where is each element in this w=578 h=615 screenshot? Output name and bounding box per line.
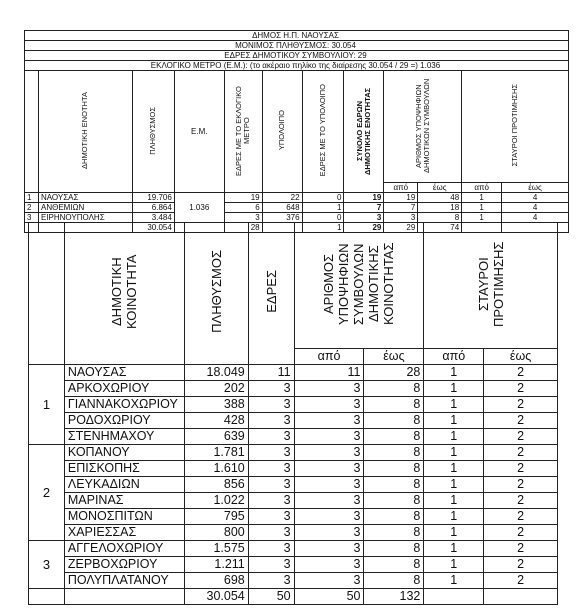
unit-name: ΕΙΡΗΝΟΥΠΟΛΗΣ xyxy=(38,213,132,223)
unit-number: 3 xyxy=(29,541,65,589)
crosses-to-value: 2 xyxy=(484,381,558,397)
candidates-from-value: 3 xyxy=(294,573,364,589)
seats-value: 3 xyxy=(248,445,294,461)
seats-meter-value: 6 xyxy=(224,203,262,213)
population-value: 1.022 xyxy=(184,493,248,509)
candidates-to-value: 8 xyxy=(364,429,424,445)
seats-value: 3 xyxy=(248,381,294,397)
crosses-from-value: 1 xyxy=(424,397,484,413)
population-value: 6.864 xyxy=(132,203,174,213)
community-row xyxy=(29,381,558,397)
total-seats: 29 xyxy=(344,223,384,233)
community-name: ΑΓΓΕΛΟΧΩΡΙΟΥ xyxy=(64,541,184,557)
crosses-from-value: 1 xyxy=(424,573,484,589)
seats-value: 3 xyxy=(248,509,294,525)
total-candidates-to: 132 xyxy=(364,589,424,605)
seats-remainder-value: 0 xyxy=(302,193,344,203)
candidates-from-value: 3 xyxy=(294,461,364,477)
remainder-value: 376 xyxy=(262,213,302,223)
population-value: 18.049 xyxy=(184,365,248,381)
community-name: ΕΠΙΣΚΟΠΗΣ xyxy=(64,461,184,477)
candidates-from-value: 7 xyxy=(384,203,418,213)
crosses-to-value: 2 xyxy=(484,477,558,493)
unit-row xyxy=(25,213,569,223)
crosses-to-value: 2 xyxy=(484,413,558,429)
population-value: 3.484 xyxy=(132,213,174,223)
header-seats-meter: ΕΔΡΕΣ ΜΕ ΤΟ ΕΚΛΟΓΙΚΟ ΜΕΤΡΟ xyxy=(224,71,262,193)
crosses-to-value: 2 xyxy=(484,541,558,557)
community-row xyxy=(29,445,558,461)
candidates-to-value: 48 xyxy=(418,193,462,203)
crosses-from-value: 1 xyxy=(424,461,484,477)
header-em: Ε.Μ. xyxy=(174,71,224,193)
seats-value: 3 xyxy=(248,557,294,573)
crosses-to-value: 2 xyxy=(484,397,558,413)
crosses-to-value: 2 xyxy=(484,445,558,461)
total-seats-remainder: 1 xyxy=(302,223,344,233)
population-value: 428 xyxy=(184,413,248,429)
crosses-to-value: 2 xyxy=(484,525,558,541)
community-row xyxy=(29,429,558,445)
crosses-to-value: 4 xyxy=(502,193,569,203)
candidates-from-value: 3 xyxy=(294,413,364,429)
candidates-from-value: 3 xyxy=(294,541,364,557)
unit-name: ΝΑΟΥΣΑΣ xyxy=(38,193,132,203)
header-crosses-to: έως xyxy=(484,349,558,365)
community-row xyxy=(29,397,558,413)
crosses-from-value: 1 xyxy=(424,509,484,525)
population-value: 19.706 xyxy=(132,193,174,203)
unit-number: 2 xyxy=(29,445,65,541)
crosses-from-value: 1 xyxy=(424,429,484,445)
candidates-to-value: 8 xyxy=(364,477,424,493)
crosses-to-value: 2 xyxy=(484,573,558,589)
crosses-from-value: 1 xyxy=(462,193,502,203)
community-name: ΚΟΠΑΝΟΥ xyxy=(64,445,184,461)
candidates-from-value: 3 xyxy=(294,509,364,525)
population-value: 202 xyxy=(184,381,248,397)
community-name: ΝΑΟΥΣΑΣ xyxy=(64,365,184,381)
bottom-totals-row xyxy=(29,589,558,605)
crosses-from-value: 1 xyxy=(424,413,484,429)
candidates-to-value: 8 xyxy=(364,573,424,589)
seats-meter-value: 3 xyxy=(224,213,262,223)
electoral-meter-line: ΕΚΛΟΓΙΚΟ ΜΕΤΡΟ (Ε.Μ.): (το ακέραιο πηλίκο της διαίρεσης 30.054 / 29 =) 1.036 xyxy=(25,61,569,71)
header-total-seats: ΣΥΝΟΛΟ ΕΔΡΩΝ ΔΗΜΟΤΙΚΗΣ ΕΝΟΤΗΤΑΣ xyxy=(344,71,384,193)
crosses-to-value: 2 xyxy=(484,509,558,525)
total-seats-meter: 28 xyxy=(224,223,262,233)
total-seats: 50 xyxy=(248,589,294,605)
total-seats-value: 19 xyxy=(344,193,384,203)
candidates-to-value: 8 xyxy=(364,493,424,509)
header-candidates-to: έως xyxy=(364,349,424,365)
community-name: ΣΤΕΝΗΜΑΧΟΥ xyxy=(64,429,184,445)
header-population: ΠΛΗΘΥΣΜΟΣ xyxy=(132,71,174,193)
crosses-from-value: 1 xyxy=(424,525,484,541)
header-candidates-from: από xyxy=(294,349,364,365)
crosses-to-value: 2 xyxy=(484,557,558,573)
crosses-to-value: 2 xyxy=(484,429,558,445)
total-seats-value: 7 xyxy=(344,203,384,213)
candidates-to-value: 8 xyxy=(364,557,424,573)
population-value: 1.781 xyxy=(184,445,248,461)
community-name: ΜΟΝΟΣΠΙΤΩΝ xyxy=(64,509,184,525)
community-row xyxy=(29,541,558,557)
community-row xyxy=(29,557,558,573)
crosses-from-value: 1 xyxy=(424,445,484,461)
header-candidates: ΑΡΙΘΜΟΣ ΥΠΟΨΗΦΙΩΝ ΣΥΜΒΟΥΛΩΝ ΔΗΜΟΤΙΚΗΣ ΚΟΙΝΟΤΗΤΑΣ xyxy=(294,223,424,349)
crosses-from-value: 1 xyxy=(462,213,502,223)
community-name: ΜΑΡΙΝΑΣ xyxy=(64,493,184,509)
population-value: 1.575 xyxy=(184,541,248,557)
seats-value: 3 xyxy=(248,397,294,413)
candidates-to-value: 28 xyxy=(364,365,424,381)
crosses-from-value: 1 xyxy=(424,365,484,381)
population-value: 639 xyxy=(184,429,248,445)
header-crosses-from: από xyxy=(424,349,484,365)
community-name: ΡΟΔΟΧΩΡΙΟΥ xyxy=(64,413,184,429)
crosses-to-value: 2 xyxy=(484,365,558,381)
population-value: 856 xyxy=(184,477,248,493)
unit-row xyxy=(25,203,569,213)
candidates-from-value: 3 xyxy=(294,429,364,445)
candidates-from-value: 19 xyxy=(384,193,418,203)
header-crosses: ΣΤΑΥΡΟΙ ΠΡΟΤΙΜΗΣΗΣ xyxy=(424,223,558,349)
community-row xyxy=(29,413,558,429)
crosses-to-value: 4 xyxy=(502,203,569,213)
candidates-from-value: 3 xyxy=(294,381,364,397)
total-candidates-from: 50 xyxy=(294,589,364,605)
candidates-to-value: 18 xyxy=(418,203,462,213)
header-remainder: ΥΠΟΛΟΙΠΟ xyxy=(262,71,302,193)
candidates-to-value: 8 xyxy=(364,541,424,557)
community-row xyxy=(29,493,558,509)
header-crosses-from: από xyxy=(462,183,502,193)
unit-number: 1 xyxy=(29,365,65,445)
population-value: 388 xyxy=(184,397,248,413)
header-candidates-from: από xyxy=(384,183,418,193)
candidates-from-value: 3 xyxy=(294,445,364,461)
seats-value: 3 xyxy=(248,493,294,509)
row-number: 1 xyxy=(25,193,39,203)
community-name: ΧΑΡΙΕΣΣΑΣ xyxy=(64,525,184,541)
row-number: 2 xyxy=(25,203,39,213)
community-row xyxy=(29,509,558,525)
seats-value: 3 xyxy=(248,477,294,493)
header-candidates-to: έως xyxy=(418,183,462,193)
seats-value: 3 xyxy=(248,429,294,445)
candidates-from-value: 11 xyxy=(294,365,364,381)
candidates-to-value: 8 xyxy=(364,445,424,461)
seats-remainder-value: 0 xyxy=(302,213,344,223)
total-candidates-to: 74 xyxy=(418,223,462,233)
remainder-value: 648 xyxy=(262,203,302,213)
header-seats: ΕΔΡΕΣ xyxy=(248,223,294,365)
seats-value: 3 xyxy=(248,541,294,557)
header-seats-remainder: ΕΔΡΕΣ ΜΕ ΤΟ ΥΠΟΛΟΙΠΟ xyxy=(302,71,344,193)
candidates-to-value: 8 xyxy=(418,213,462,223)
unit-name: ΑΝΘΕΜΙΩΝ xyxy=(38,203,132,213)
candidates-to-value: 8 xyxy=(364,381,424,397)
crosses-to-value: 2 xyxy=(484,493,558,509)
municipal-units-table xyxy=(24,30,569,233)
seats-value: 3 xyxy=(248,413,294,429)
population-value: 795 xyxy=(184,509,248,525)
seats-value: 3 xyxy=(248,461,294,477)
header-population: ΠΛΗΘΥΣΜΟΣ xyxy=(184,223,248,365)
community-row xyxy=(29,573,558,589)
candidates-from-value: 3 xyxy=(294,397,364,413)
seats-line: ΕΔΡΕΣ ΔΗΜΟΤΙΚΟΥ ΣΥΜΒΟΥΛΙΟΥ: 29 xyxy=(25,51,569,61)
row-number: 3 xyxy=(25,213,39,223)
population-value: 800 xyxy=(184,525,248,541)
community-row xyxy=(29,365,558,381)
crosses-to-value: 2 xyxy=(484,461,558,477)
community-name: ΠΟΛΥΠΛΑΤΑΝΟΥ xyxy=(64,573,184,589)
remainder-value: 22 xyxy=(262,193,302,203)
crosses-from-value: 1 xyxy=(424,477,484,493)
total-seats-value: 3 xyxy=(344,213,384,223)
crosses-from-value: 1 xyxy=(424,493,484,509)
seats-remainder-value: 1 xyxy=(302,203,344,213)
header-crosses: ΣΤΑΥΡΟΙ ΠΡΟΤΙΜΗΣΗΣ xyxy=(462,71,569,183)
population-value: 698 xyxy=(184,573,248,589)
candidates-from-value: 3 xyxy=(294,557,364,573)
total-candidates-from: 29 xyxy=(384,223,418,233)
candidates-to-value: 8 xyxy=(364,509,424,525)
crosses-from-value: 1 xyxy=(462,203,502,213)
crosses-from-value: 1 xyxy=(424,557,484,573)
population-value: 1.610 xyxy=(184,461,248,477)
header-candidates: ΑΡΙΘΜΟΣ ΥΠΟΨΗΦΙΩΝ ΔΗΜΟΤΙΚΩΝ ΣΥΜΒΟΥΛΩΝ xyxy=(384,71,462,183)
community-row xyxy=(29,525,558,541)
candidates-to-value: 8 xyxy=(364,413,424,429)
community-name: ΑΡΚΟΧΩΡΙΟΥ xyxy=(64,381,184,397)
community-name: ΖΕΡΒΟΧΩΡΙΟΥ xyxy=(64,557,184,573)
community-row xyxy=(29,461,558,477)
header-unit: ΔΗΜΟΤΙΚΗ ΕΝΟΤΗΤΑ xyxy=(38,71,132,193)
unit-row xyxy=(25,193,569,203)
municipal-communities-table xyxy=(28,222,558,605)
candidates-from-value: 3 xyxy=(294,493,364,509)
seats-meter-value: 19 xyxy=(224,193,262,203)
seats-value: 11 xyxy=(248,365,294,381)
candidates-from-value: 3 xyxy=(294,477,364,493)
total-population: 30.054 xyxy=(132,223,174,233)
crosses-from-value: 1 xyxy=(424,541,484,557)
community-name: ΓΙΑΝΝΑΚΟΧΩΡΙΟΥ xyxy=(64,397,184,413)
community-row xyxy=(29,477,558,493)
candidates-from-value: 3 xyxy=(294,525,364,541)
candidates-from-value: 3 xyxy=(384,213,418,223)
crosses-from-value: 1 xyxy=(424,381,484,397)
em-value: 1.036 xyxy=(174,193,224,223)
population-line: ΜΟΝΙΜΟΣ ΠΛΗΘΥΣΜΟΣ: 30.054 xyxy=(25,41,569,51)
community-name: ΛΕΥΚΑΔΙΩΝ xyxy=(64,477,184,493)
header-crosses-to: έως xyxy=(502,183,569,193)
total-population: 30.054 xyxy=(184,589,248,605)
candidates-to-value: 8 xyxy=(364,461,424,477)
header-community: ΔΗΜΟΤΙΚΗ ΚΟΙΝΟΤΗΤΑ xyxy=(64,223,184,365)
seats-value: 3 xyxy=(248,573,294,589)
population-value: 1.211 xyxy=(184,557,248,573)
crosses-to-value: 4 xyxy=(502,213,569,223)
seats-value: 3 xyxy=(248,525,294,541)
candidates-to-value: 8 xyxy=(364,525,424,541)
candidates-to-value: 8 xyxy=(364,397,424,413)
municipality-title: ΔΗΜΟΣ Η.Π. ΝΑΟΥΣΑΣ xyxy=(25,31,569,41)
